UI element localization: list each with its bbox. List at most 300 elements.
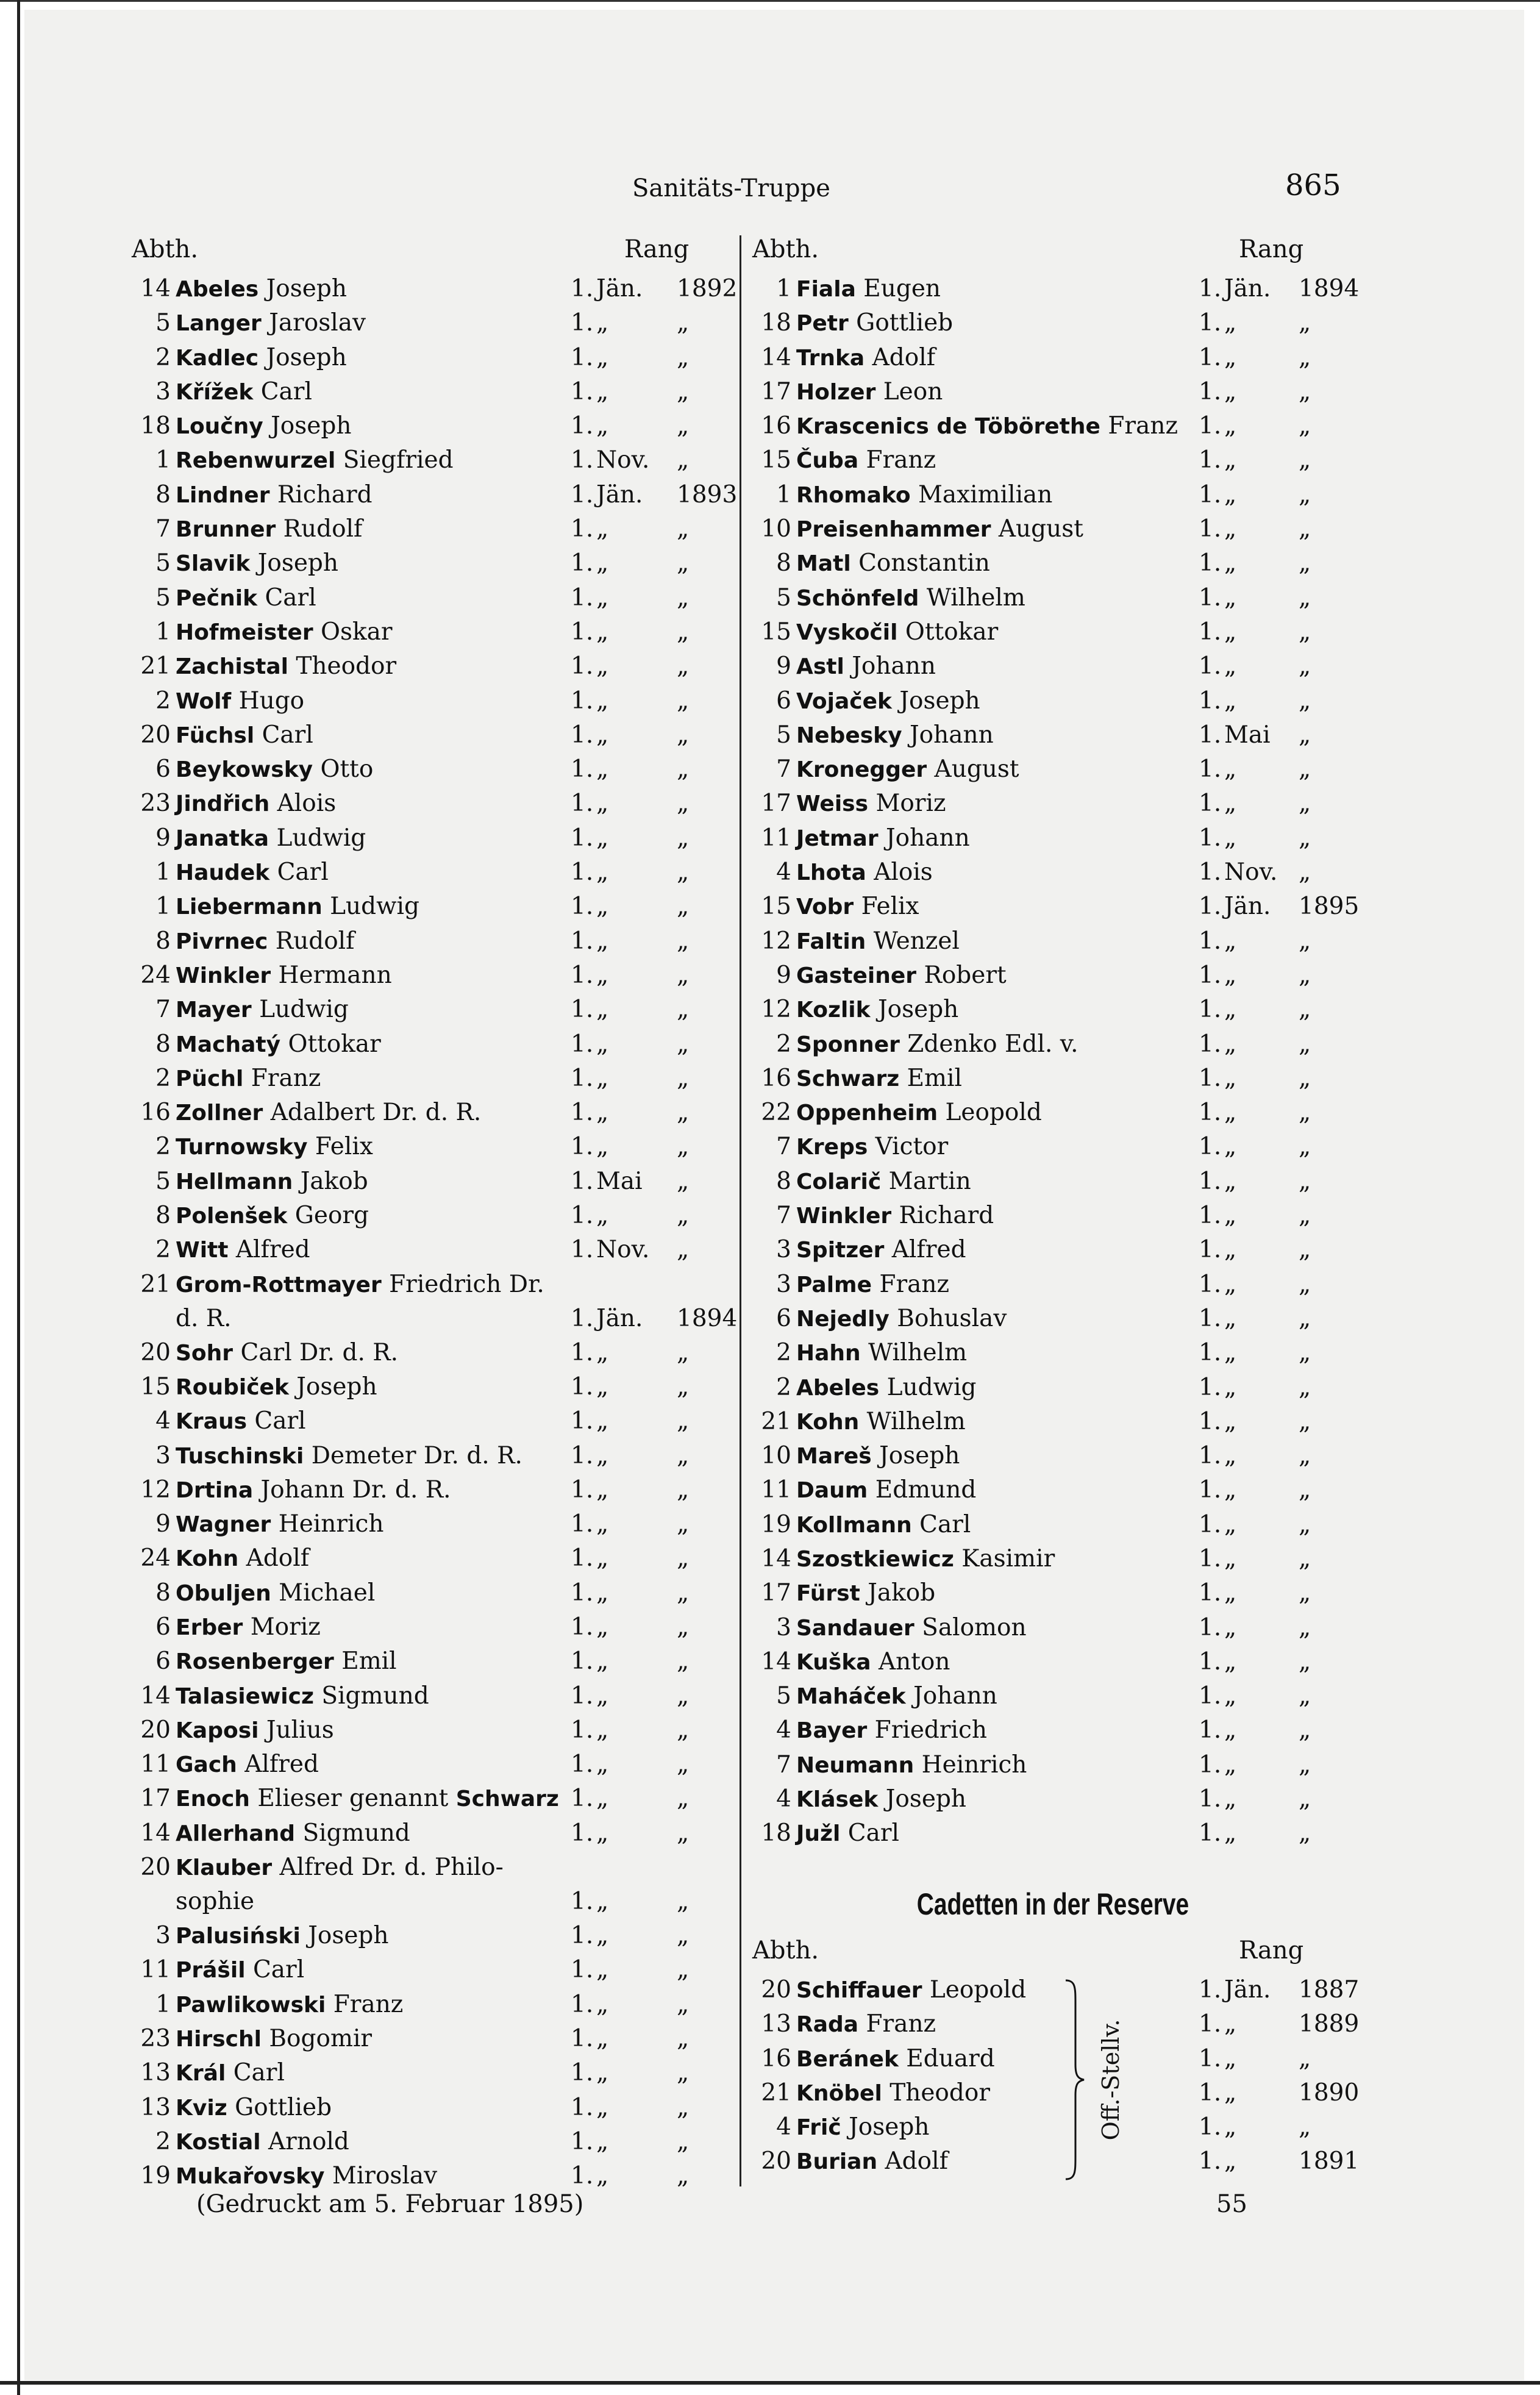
- rank-year: „: [677, 755, 690, 783]
- rank-day: 1.: [571, 1785, 594, 1813]
- list-item: [130, 1919, 734, 1953]
- abth-number: 5: [155, 549, 171, 577]
- list-item: [130, 1062, 734, 1096]
- rank-month: „: [1224, 1579, 1237, 1607]
- rank-year: „: [1299, 1751, 1311, 1779]
- entry-surname: Daum: [796, 1478, 868, 1504]
- rank-day: 1.: [1199, 1270, 1222, 1298]
- entry-given-name: Leopold: [945, 1099, 1042, 1127]
- entry-surname: Křížek: [176, 379, 254, 405]
- list-item: [130, 1507, 734, 1541]
- entry-name: [176, 1062, 321, 1096]
- rank-day: 1.: [571, 1888, 594, 1916]
- entry-name: [176, 993, 349, 1027]
- entry-surname: Vojaček: [796, 688, 892, 714]
- rank-year: „: [1299, 1030, 1311, 1058]
- rank-day: 1.: [571, 687, 594, 715]
- rank-year: „: [1299, 515, 1311, 543]
- entry-given-name: Gottlieb: [235, 2093, 332, 2121]
- abth-number: 3: [776, 1613, 791, 1641]
- list-item: [130, 1782, 734, 1816]
- rank-year: „: [1299, 1373, 1311, 1401]
- abth-number: 17: [761, 1579, 791, 1607]
- rank-month: „: [1224, 1099, 1237, 1127]
- entry-surname-alias: Schwarz: [455, 1786, 559, 1812]
- rank-month: „: [596, 1613, 609, 1641]
- rank-day: 1.: [1199, 2147, 1222, 2175]
- rank-day: 1.: [571, 377, 594, 405]
- rank-month: „: [1224, 343, 1237, 371]
- entry-name: [796, 1679, 997, 1714]
- rank-year: „: [677, 1510, 690, 1538]
- entry-surname: Liebermann: [176, 894, 323, 920]
- rank-day: 1.: [571, 893, 594, 921]
- entry-given-name: Jakob: [300, 1167, 368, 1195]
- rank-day: 1.: [1199, 1304, 1222, 1332]
- entry-surname: Bayer: [796, 1718, 868, 1744]
- rank-year: „: [677, 515, 690, 543]
- entry-surname: Sohr: [176, 1340, 233, 1366]
- rank-day: 1.: [1199, 584, 1222, 612]
- rank-year: „: [677, 1167, 690, 1195]
- list-item: [130, 684, 734, 718]
- list-item: [751, 1816, 1355, 1851]
- entry-name: [796, 855, 933, 890]
- rank-year: „: [1299, 2113, 1311, 2141]
- rank-month: „: [596, 927, 609, 955]
- abth-number: 11: [761, 1476, 791, 1504]
- entry-surname: Petr: [796, 311, 849, 337]
- rank-day: 1.: [1199, 1613, 1222, 1641]
- rank-day: 1.: [571, 309, 594, 337]
- entry-surname: Winkler: [176, 963, 271, 988]
- abth-number: 6: [155, 1613, 171, 1641]
- abth-number: 18: [761, 1819, 791, 1847]
- abth-number: 8: [776, 1167, 791, 1195]
- abth-number: 16: [761, 1064, 791, 1092]
- right-rows: [751, 272, 1360, 1851]
- list-item: [751, 1508, 1355, 1542]
- rank-year: „: [677, 1099, 690, 1127]
- abth-number: 8: [155, 1579, 171, 1607]
- rank-month: „: [1224, 996, 1237, 1024]
- list-item: [130, 1541, 734, 1576]
- entry-given-name: Johann: [885, 824, 970, 852]
- abth-number: 13: [761, 2010, 791, 2038]
- list-item: [751, 890, 1360, 924]
- rank-day: 1.: [1199, 1976, 1222, 2004]
- rank-month: Jän.: [596, 275, 643, 302]
- entry-name: [796, 787, 946, 821]
- list-item: [751, 1439, 1355, 1473]
- list-item: [130, 1610, 734, 1644]
- entry-given-name: Johann: [913, 1682, 997, 1710]
- entry-given-name: Carl: [919, 1510, 971, 1538]
- list-item: [130, 581, 734, 615]
- list-item: [130, 2159, 734, 2193]
- rank-day: 1.: [571, 1751, 594, 1779]
- rank-year: „: [1299, 1236, 1311, 1264]
- rank-year: „: [1299, 858, 1311, 887]
- list-item: [130, 1439, 734, 1473]
- entry-name: [176, 684, 304, 719]
- abth-number: 2: [155, 687, 171, 715]
- entry-name: [796, 2110, 929, 2145]
- cadetten-list: [751, 1936, 1360, 2179]
- entry-surname: Prášil: [176, 1958, 246, 1983]
- rank-month: „: [596, 584, 609, 612]
- list-item: [751, 821, 1355, 855]
- rank-month: „: [1224, 1236, 1237, 1264]
- entry-surname: Hellmann: [176, 1169, 293, 1194]
- entry-surname: Rada: [796, 2012, 859, 2038]
- abth-number: 15: [761, 446, 791, 474]
- entry-name: [796, 1199, 994, 1233]
- list-item: [751, 993, 1355, 1027]
- entry-name: [176, 924, 355, 959]
- list-item: [130, 1370, 734, 1404]
- entry-name: [176, 478, 373, 513]
- entry-name: [176, 272, 347, 307]
- abth-number: 16: [761, 2044, 791, 2072]
- rank-year: „: [1299, 1099, 1311, 1127]
- abth-number: 5: [776, 584, 791, 612]
- entry-surname: Allerhand: [176, 1821, 296, 1846]
- right-column-header: [751, 235, 1355, 272]
- rank-month: „: [1224, 961, 1237, 989]
- entry-name: [796, 2144, 948, 2179]
- rank-day: 1.: [1199, 446, 1222, 474]
- entry-surname: Gach: [176, 1752, 237, 1778]
- rank-month: „: [1224, 2113, 1237, 2141]
- rank-day: 1.: [571, 2093, 594, 2121]
- rank-year: „: [1299, 1304, 1311, 1332]
- rank-year: „: [1299, 1819, 1311, 1847]
- entry-name: [796, 993, 958, 1027]
- rank-day: 1.: [571, 1544, 594, 1572]
- entry-given-name: August: [934, 755, 1019, 783]
- rang-header: Rang: [1239, 235, 1304, 263]
- entry-surname: Roubiček: [176, 1374, 289, 1400]
- rank-day: 1.: [571, 858, 594, 887]
- entry-given-name: Wilhelm: [868, 1339, 968, 1367]
- abth-number: 11: [140, 1956, 171, 1984]
- rank-month: „: [1224, 515, 1237, 543]
- rank-month: „: [1224, 1819, 1237, 1847]
- rank-day: 1.: [1199, 996, 1222, 1024]
- abth-header: Abth.: [752, 235, 819, 263]
- rank-year: „: [1299, 1167, 1311, 1195]
- rank-year: „: [677, 618, 690, 646]
- entry-surname: Trnka: [796, 345, 865, 371]
- rank-year: „: [1299, 1785, 1311, 1813]
- rank-year: 1891: [1299, 2147, 1360, 2175]
- list-item: [130, 1747, 734, 1782]
- rank-day: 1.: [1199, 377, 1222, 405]
- list-item: [751, 546, 1355, 580]
- entry-given-name: Elieser genannt: [257, 1785, 449, 1813]
- entry-name: [176, 855, 329, 890]
- entry-given-name: Eugen: [863, 275, 941, 302]
- rank-day: 1.: [571, 1476, 594, 1504]
- abth-number: 16: [140, 1099, 171, 1127]
- entry-name: [796, 306, 953, 341]
- entry-given-name: Leon: [883, 377, 943, 405]
- entry-name: [176, 2022, 372, 2057]
- abth-number: 2: [155, 1064, 171, 1092]
- entry-given-name: Moriz: [250, 1613, 321, 1641]
- rank-day: 1.: [571, 1338, 594, 1366]
- rank-year: „: [677, 893, 690, 921]
- list-item: [751, 1473, 1355, 1507]
- entry-given-name: Ludwig: [276, 824, 366, 852]
- abth-number: 2: [155, 1133, 171, 1161]
- entry-surname: Astl: [796, 654, 844, 680]
- entry-given-name: Constantin: [858, 549, 990, 577]
- entry-name: [176, 1336, 398, 1371]
- entry-given-name: Ottokar: [905, 618, 999, 646]
- rank-year: „: [1299, 755, 1311, 783]
- rank-year: „: [677, 1785, 690, 1813]
- abth-number: 1: [155, 1990, 171, 2018]
- rank-year: „: [677, 824, 690, 852]
- rank-day: 1.: [571, 412, 594, 440]
- rank-year: „: [1299, 1716, 1311, 1744]
- abth-number: 2: [155, 1236, 171, 1264]
- list-item: [130, 1816, 734, 1851]
- entry-surname: Gasteiner: [796, 963, 917, 988]
- rank-month: „: [596, 2024, 609, 2052]
- entry-surname: Winkler: [796, 1204, 892, 1229]
- entry-given-name: Franz: [251, 1064, 321, 1092]
- list-item: [130, 1953, 734, 1987]
- list-item: [130, 752, 734, 787]
- rank-month: „: [596, 549, 609, 577]
- rank-month: „: [1224, 1373, 1237, 1401]
- entry-given-name: Carl: [277, 858, 329, 887]
- entry-given-name: Emil: [907, 1064, 962, 1092]
- rank-month: „: [1224, 584, 1237, 612]
- entry-name: [176, 512, 363, 547]
- entry-surname: Jetmar: [796, 826, 879, 851]
- entry-name: [176, 1233, 310, 1268]
- abth-number: 8: [155, 1202, 171, 1230]
- entry-surname: Mayer: [176, 998, 252, 1023]
- abth-number: 5: [776, 721, 791, 749]
- rank-day: 1.: [571, 2162, 594, 2190]
- rank-year: „: [677, 309, 690, 337]
- rank-day: 1.: [1199, 1373, 1222, 1401]
- rank-year: „: [677, 858, 690, 887]
- entry-name: [176, 1747, 319, 1782]
- entry-given-name: Joseph: [877, 996, 959, 1024]
- entry-surname: Vyskočil: [796, 619, 898, 645]
- entry-name: [796, 1405, 966, 1440]
- list-item: [130, 924, 734, 958]
- right-column-list: [751, 235, 1360, 1851]
- entry-surname: Polenšek: [176, 1204, 288, 1229]
- rank-day: 1.: [571, 1716, 594, 1744]
- entry-given-name: Adolf: [246, 1544, 310, 1572]
- entry-given-name: Otto: [320, 755, 374, 783]
- entry-given-name: Carl: [254, 1407, 306, 1435]
- entry-given-name: Carl: [252, 1956, 305, 1984]
- rank-year: „: [677, 1990, 690, 2018]
- list-item: [751, 1576, 1355, 1610]
- rank-month: Jän.: [596, 480, 643, 509]
- rank-month: „: [1224, 652, 1237, 680]
- entry-surname: Klauber: [176, 1855, 273, 1881]
- rank-year: „: [1299, 1544, 1311, 1572]
- rank-day: 1.: [1199, 1751, 1222, 1779]
- entry-name: [176, 581, 316, 616]
- entry-given-name: Franz: [333, 1990, 404, 2018]
- abth-number: 20: [140, 721, 171, 749]
- abth-number: 5: [155, 309, 171, 337]
- list-item: [751, 684, 1355, 718]
- list-item: [751, 1027, 1355, 1062]
- abth-number: 2: [776, 1339, 791, 1367]
- rank-year: „: [1299, 1476, 1311, 1504]
- abth-number: 4: [776, 2113, 791, 2141]
- abth-number: 20: [140, 1854, 171, 1882]
- entry-given-name: Adalbert Dr. d. R.: [270, 1099, 482, 1127]
- entry-surname: Hahn: [796, 1341, 861, 1366]
- entry-surname: Kozlik: [796, 998, 871, 1023]
- entry-given-name: Jaroslav: [269, 309, 366, 337]
- list-item: [130, 1165, 734, 1199]
- rank-month: „: [1224, 1304, 1237, 1332]
- entry-surname: Kohn: [796, 1409, 860, 1435]
- abth-number: 5: [776, 1682, 791, 1710]
- rank-month: „: [596, 1030, 609, 1058]
- entry-given-name: Carl: [233, 2059, 285, 2087]
- abth-number: 5: [155, 1167, 171, 1195]
- abth-number: 3: [776, 1270, 791, 1298]
- rank-month: „: [596, 1819, 609, 1847]
- entry-name: [796, 1096, 1042, 1130]
- rank-year: „: [677, 1716, 690, 1744]
- rank-day: 1.: [571, 1922, 594, 1950]
- entry-surname: Wolf: [176, 688, 232, 714]
- rank-day: 1.: [1199, 275, 1222, 302]
- abth-number: 15: [761, 618, 791, 646]
- rank-month: „: [596, 2127, 609, 2155]
- entry-surname: Král: [176, 2061, 226, 2086]
- entry-name: [176, 958, 392, 993]
- entry-name: [796, 2007, 936, 2042]
- abth-number: 3: [155, 1922, 171, 1950]
- list-item: [751, 1748, 1355, 1782]
- rank-year: „: [1299, 446, 1311, 474]
- entry-name: [176, 2056, 285, 2091]
- entry-name: [796, 341, 935, 376]
- rank-day: 1.: [571, 1613, 594, 1641]
- entry-surname: Rhomako: [796, 482, 911, 508]
- rank-day: 1.: [571, 1099, 594, 1127]
- rank-month: „: [596, 1751, 609, 1779]
- rank-month: „: [1224, 1785, 1237, 1813]
- rank-month: „: [1224, 1133, 1237, 1161]
- rank-day: 1.: [1199, 721, 1222, 749]
- abth-number: 7: [155, 996, 171, 1024]
- scan-edge-bottom: [0, 2381, 1540, 2385]
- abth-number: 2: [776, 1030, 791, 1058]
- entry-name: [796, 581, 1025, 616]
- abth-number: 13: [140, 2093, 171, 2121]
- list-item: [130, 1988, 734, 2022]
- rank-year: „: [677, 961, 690, 989]
- rank-year: „: [1299, 549, 1311, 577]
- entry-name: [796, 615, 998, 650]
- rank-year: 1887: [1299, 1976, 1360, 2004]
- rank-year: „: [677, 1613, 690, 1641]
- entry-name: [176, 1576, 375, 1611]
- rank-year: „: [1299, 824, 1311, 852]
- rank-month: Mai: [596, 1167, 643, 1195]
- abth-header: Abth.: [752, 1936, 819, 1965]
- page-number: 865: [1285, 168, 1341, 202]
- abth-number: 21: [140, 1270, 171, 1298]
- abth-number: 24: [140, 1544, 171, 1572]
- entry-given-name: Theodor: [889, 2079, 990, 2107]
- abth-number: 2: [776, 1373, 791, 1401]
- rank-day: 1.: [571, 652, 594, 680]
- list-item: [130, 890, 734, 924]
- entry-surname: Kaposi: [176, 1718, 259, 1743]
- rank-day: 1.: [1199, 1236, 1222, 1264]
- entry-surname: Oppenheim: [796, 1101, 938, 1126]
- entry-name: [176, 1165, 368, 1199]
- rank-year: „: [677, 1922, 690, 1950]
- entry-surname: Püchl: [176, 1066, 244, 1091]
- entry-name: [176, 306, 366, 341]
- entry-name: [796, 512, 1083, 547]
- entry-surname: Schiffauer: [796, 1978, 922, 2003]
- entry-given-name: Sigmund: [321, 1682, 429, 1710]
- entry-name: [796, 546, 990, 581]
- rank-month: „: [1224, 1476, 1237, 1504]
- scan-edge-left: [17, 0, 20, 2395]
- entry-name: [796, 1576, 935, 1611]
- entry-given-name: Carl: [847, 1819, 899, 1847]
- entry-name: [176, 1096, 481, 1130]
- rank-month: „: [596, 961, 609, 989]
- abth-number: 23: [140, 2024, 171, 2052]
- abth-number: 4: [776, 1785, 791, 1813]
- entry-surname: Preisenhammer: [796, 517, 991, 543]
- rank-year: „: [1299, 721, 1311, 749]
- rank-day: 1.: [1199, 1476, 1222, 1504]
- rank-day: 1.: [571, 275, 594, 302]
- rank-month: „: [596, 1099, 609, 1127]
- rank-day: 1.: [571, 1407, 594, 1435]
- entry-surname: Erber: [176, 1615, 243, 1640]
- entry-given-name: Edmund: [875, 1476, 977, 1504]
- entry-given-name: Siegfried: [343, 446, 454, 474]
- abth-number: 1: [155, 446, 171, 474]
- abth-number: 3: [155, 377, 171, 405]
- entry-name: [176, 1644, 397, 1679]
- list-item: [130, 1644, 734, 1679]
- list-item: [130, 1096, 734, 1130]
- list-item: [130, 821, 734, 855]
- rank-year: „: [1299, 1613, 1311, 1641]
- rank-month: „: [596, 1407, 609, 1435]
- rank-day: 1.: [1199, 1682, 1222, 1710]
- rank-month: „: [596, 1544, 609, 1572]
- rank-day: 1.: [1199, 1579, 1222, 1607]
